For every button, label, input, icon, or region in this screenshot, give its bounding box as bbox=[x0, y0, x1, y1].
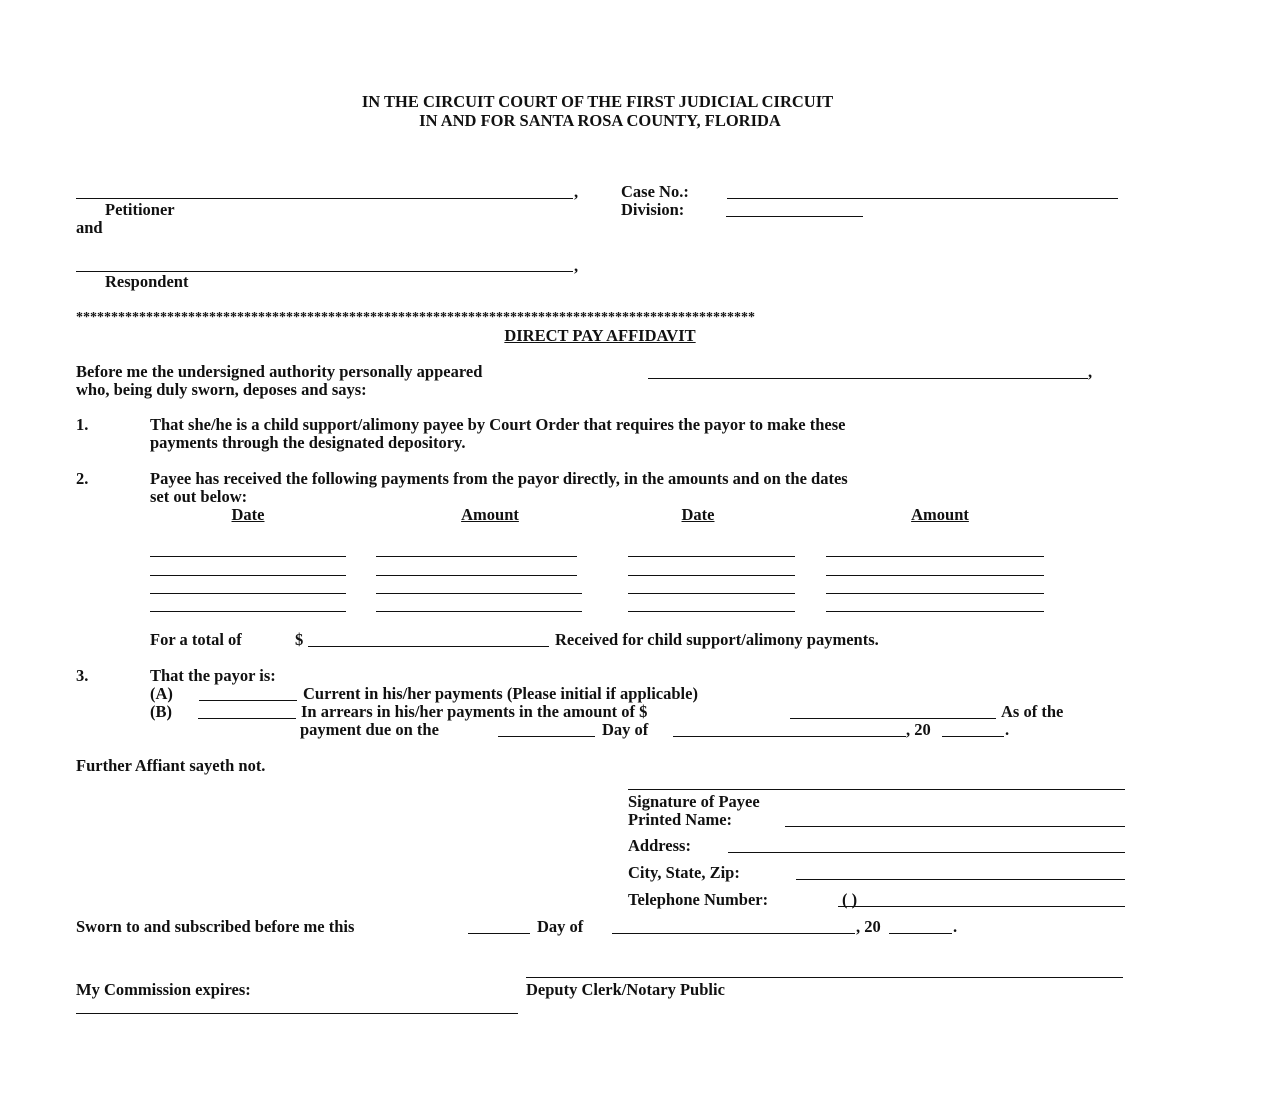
item1-line2: payments through the designated depository. bbox=[150, 433, 466, 452]
payment-amount-field[interactable] bbox=[376, 575, 577, 576]
sworn-day-field[interactable] bbox=[468, 933, 530, 934]
signature-of-payee-label: Signature of Payee bbox=[628, 792, 760, 811]
payment-due-period: . bbox=[1005, 720, 1010, 739]
option-a-label: (A) bbox=[150, 684, 173, 703]
column-header-amount-2: Amount bbox=[911, 505, 969, 524]
total-prefix: For a total of bbox=[150, 630, 242, 649]
respondent-label: Respondent bbox=[105, 272, 189, 291]
payment-amount-field[interactable] bbox=[826, 593, 1044, 594]
total-suffix: Received for child support/alimony payments. bbox=[555, 630, 879, 649]
petitioner-name-line[interactable] bbox=[76, 198, 573, 199]
address-label: Address: bbox=[628, 836, 691, 855]
commission-expires-field[interactable] bbox=[76, 1013, 518, 1014]
payment-date-field[interactable] bbox=[150, 611, 346, 612]
payment-due-day-of: Day of bbox=[602, 720, 649, 739]
intro-comma: , bbox=[1088, 362, 1093, 381]
intro-line1: Before me the undersigned authority personally appeared bbox=[76, 362, 483, 381]
item2-line2: set out below: bbox=[150, 487, 248, 506]
item1-line1: That she/he is a child support/alimony payee by Court Order that requires the payor to make these bbox=[150, 415, 846, 434]
telephone-area-code: ( ) bbox=[842, 890, 858, 909]
sworn-year-prefix: , 20 bbox=[856, 917, 881, 936]
telephone-field[interactable] bbox=[838, 906, 1125, 907]
item3-number: 3. bbox=[76, 666, 89, 685]
item3-line1: That the payor is: bbox=[150, 666, 276, 685]
payee-signature-line[interactable] bbox=[628, 789, 1125, 790]
petitioner-label: Petitioner bbox=[105, 200, 175, 219]
item1-number: 1. bbox=[76, 415, 89, 434]
payment-amount-field[interactable] bbox=[376, 611, 582, 612]
intro-line2: who, being duly sworn, deposes and says: bbox=[76, 380, 367, 399]
telephone-label: Telephone Number: bbox=[628, 890, 769, 909]
division-label: Division: bbox=[621, 200, 685, 219]
sworn-year-field[interactable] bbox=[889, 933, 952, 934]
sworn-prefix: Sworn to and subscribed before me this bbox=[76, 917, 355, 936]
payment-date-field[interactable] bbox=[150, 575, 346, 576]
payment-due-year-field[interactable] bbox=[942, 736, 1004, 737]
court-header-line2: IN AND FOR SANTA ROSA COUNTY, FLORIDA bbox=[419, 111, 781, 130]
item2-number: 2. bbox=[76, 469, 89, 488]
notary-signature-line[interactable] bbox=[526, 977, 1123, 978]
column-header-date-1: Date bbox=[231, 505, 265, 524]
payment-amount-field[interactable] bbox=[826, 575, 1044, 576]
affiant-name-field[interactable] bbox=[648, 378, 1088, 379]
sworn-day-of: Day of bbox=[537, 917, 584, 936]
separator-stars: ************************************************************************************************* bbox=[76, 310, 755, 325]
case-no-field[interactable] bbox=[727, 198, 1118, 199]
court-header-line1: IN THE CIRCUIT COURT OF THE FIRST JUDICIAL CIRCUIT bbox=[361, 92, 834, 111]
further-affiant-text: Further Affiant sayeth not. bbox=[76, 756, 266, 775]
city-state-zip-label: City, State, Zip: bbox=[628, 863, 740, 882]
payment-date-field[interactable] bbox=[628, 593, 795, 594]
case-no-label: Case No.: bbox=[621, 182, 689, 201]
division-field[interactable] bbox=[726, 216, 863, 217]
document-title: DIRECT PAY AFFIDAVIT bbox=[504, 326, 696, 345]
option-b-text: In arrears in his/her payments in the amount of $ bbox=[301, 702, 648, 721]
arrears-amount-field[interactable] bbox=[790, 718, 996, 719]
sworn-month-field[interactable] bbox=[612, 933, 855, 934]
payment-due-day-field[interactable] bbox=[498, 736, 595, 737]
and-label: and bbox=[76, 218, 103, 237]
city-state-zip-field[interactable] bbox=[796, 879, 1125, 880]
option-a-text: Current in his/her payments (Please initial if applicable) bbox=[303, 684, 698, 703]
payment-due-month-field[interactable] bbox=[673, 736, 906, 737]
payment-date-field[interactable] bbox=[150, 593, 346, 594]
total-dollar-sign: $ bbox=[295, 630, 304, 649]
petitioner-comma: , bbox=[574, 182, 579, 201]
payment-date-field[interactable] bbox=[150, 556, 346, 557]
printed-name-label: Printed Name: bbox=[628, 810, 733, 829]
notary-label: Deputy Clerk/Notary Public bbox=[526, 980, 725, 999]
payment-amount-field[interactable] bbox=[826, 556, 1044, 557]
payment-due-year-prefix: , 20 bbox=[906, 720, 931, 739]
payment-date-field[interactable] bbox=[628, 556, 795, 557]
option-b-initial-field[interactable] bbox=[198, 718, 296, 719]
payment-amount-field[interactable] bbox=[376, 556, 577, 557]
option-b-as-of: As of the bbox=[1001, 702, 1064, 721]
payment-amount-field[interactable] bbox=[376, 593, 582, 594]
column-header-amount-1: Amount bbox=[461, 505, 519, 524]
item2-line1: Payee has received the following payments from the payor directly, in the amounts and on the dates bbox=[150, 469, 848, 488]
printed-name-field[interactable] bbox=[785, 826, 1125, 827]
option-b-label: (B) bbox=[150, 702, 172, 721]
column-header-date-2: Date bbox=[681, 505, 715, 524]
commission-expires-label: My Commission expires: bbox=[76, 980, 251, 999]
payment-date-field[interactable] bbox=[628, 611, 795, 612]
sworn-period: . bbox=[953, 917, 958, 936]
payment-amount-field[interactable] bbox=[826, 611, 1044, 612]
address-field[interactable] bbox=[728, 852, 1125, 853]
payment-due-label: payment due on the bbox=[300, 720, 439, 739]
option-a-initial-field[interactable] bbox=[199, 700, 297, 701]
total-amount-field[interactable] bbox=[308, 646, 549, 647]
respondent-comma: , bbox=[574, 256, 579, 275]
payment-date-field[interactable] bbox=[628, 575, 795, 576]
